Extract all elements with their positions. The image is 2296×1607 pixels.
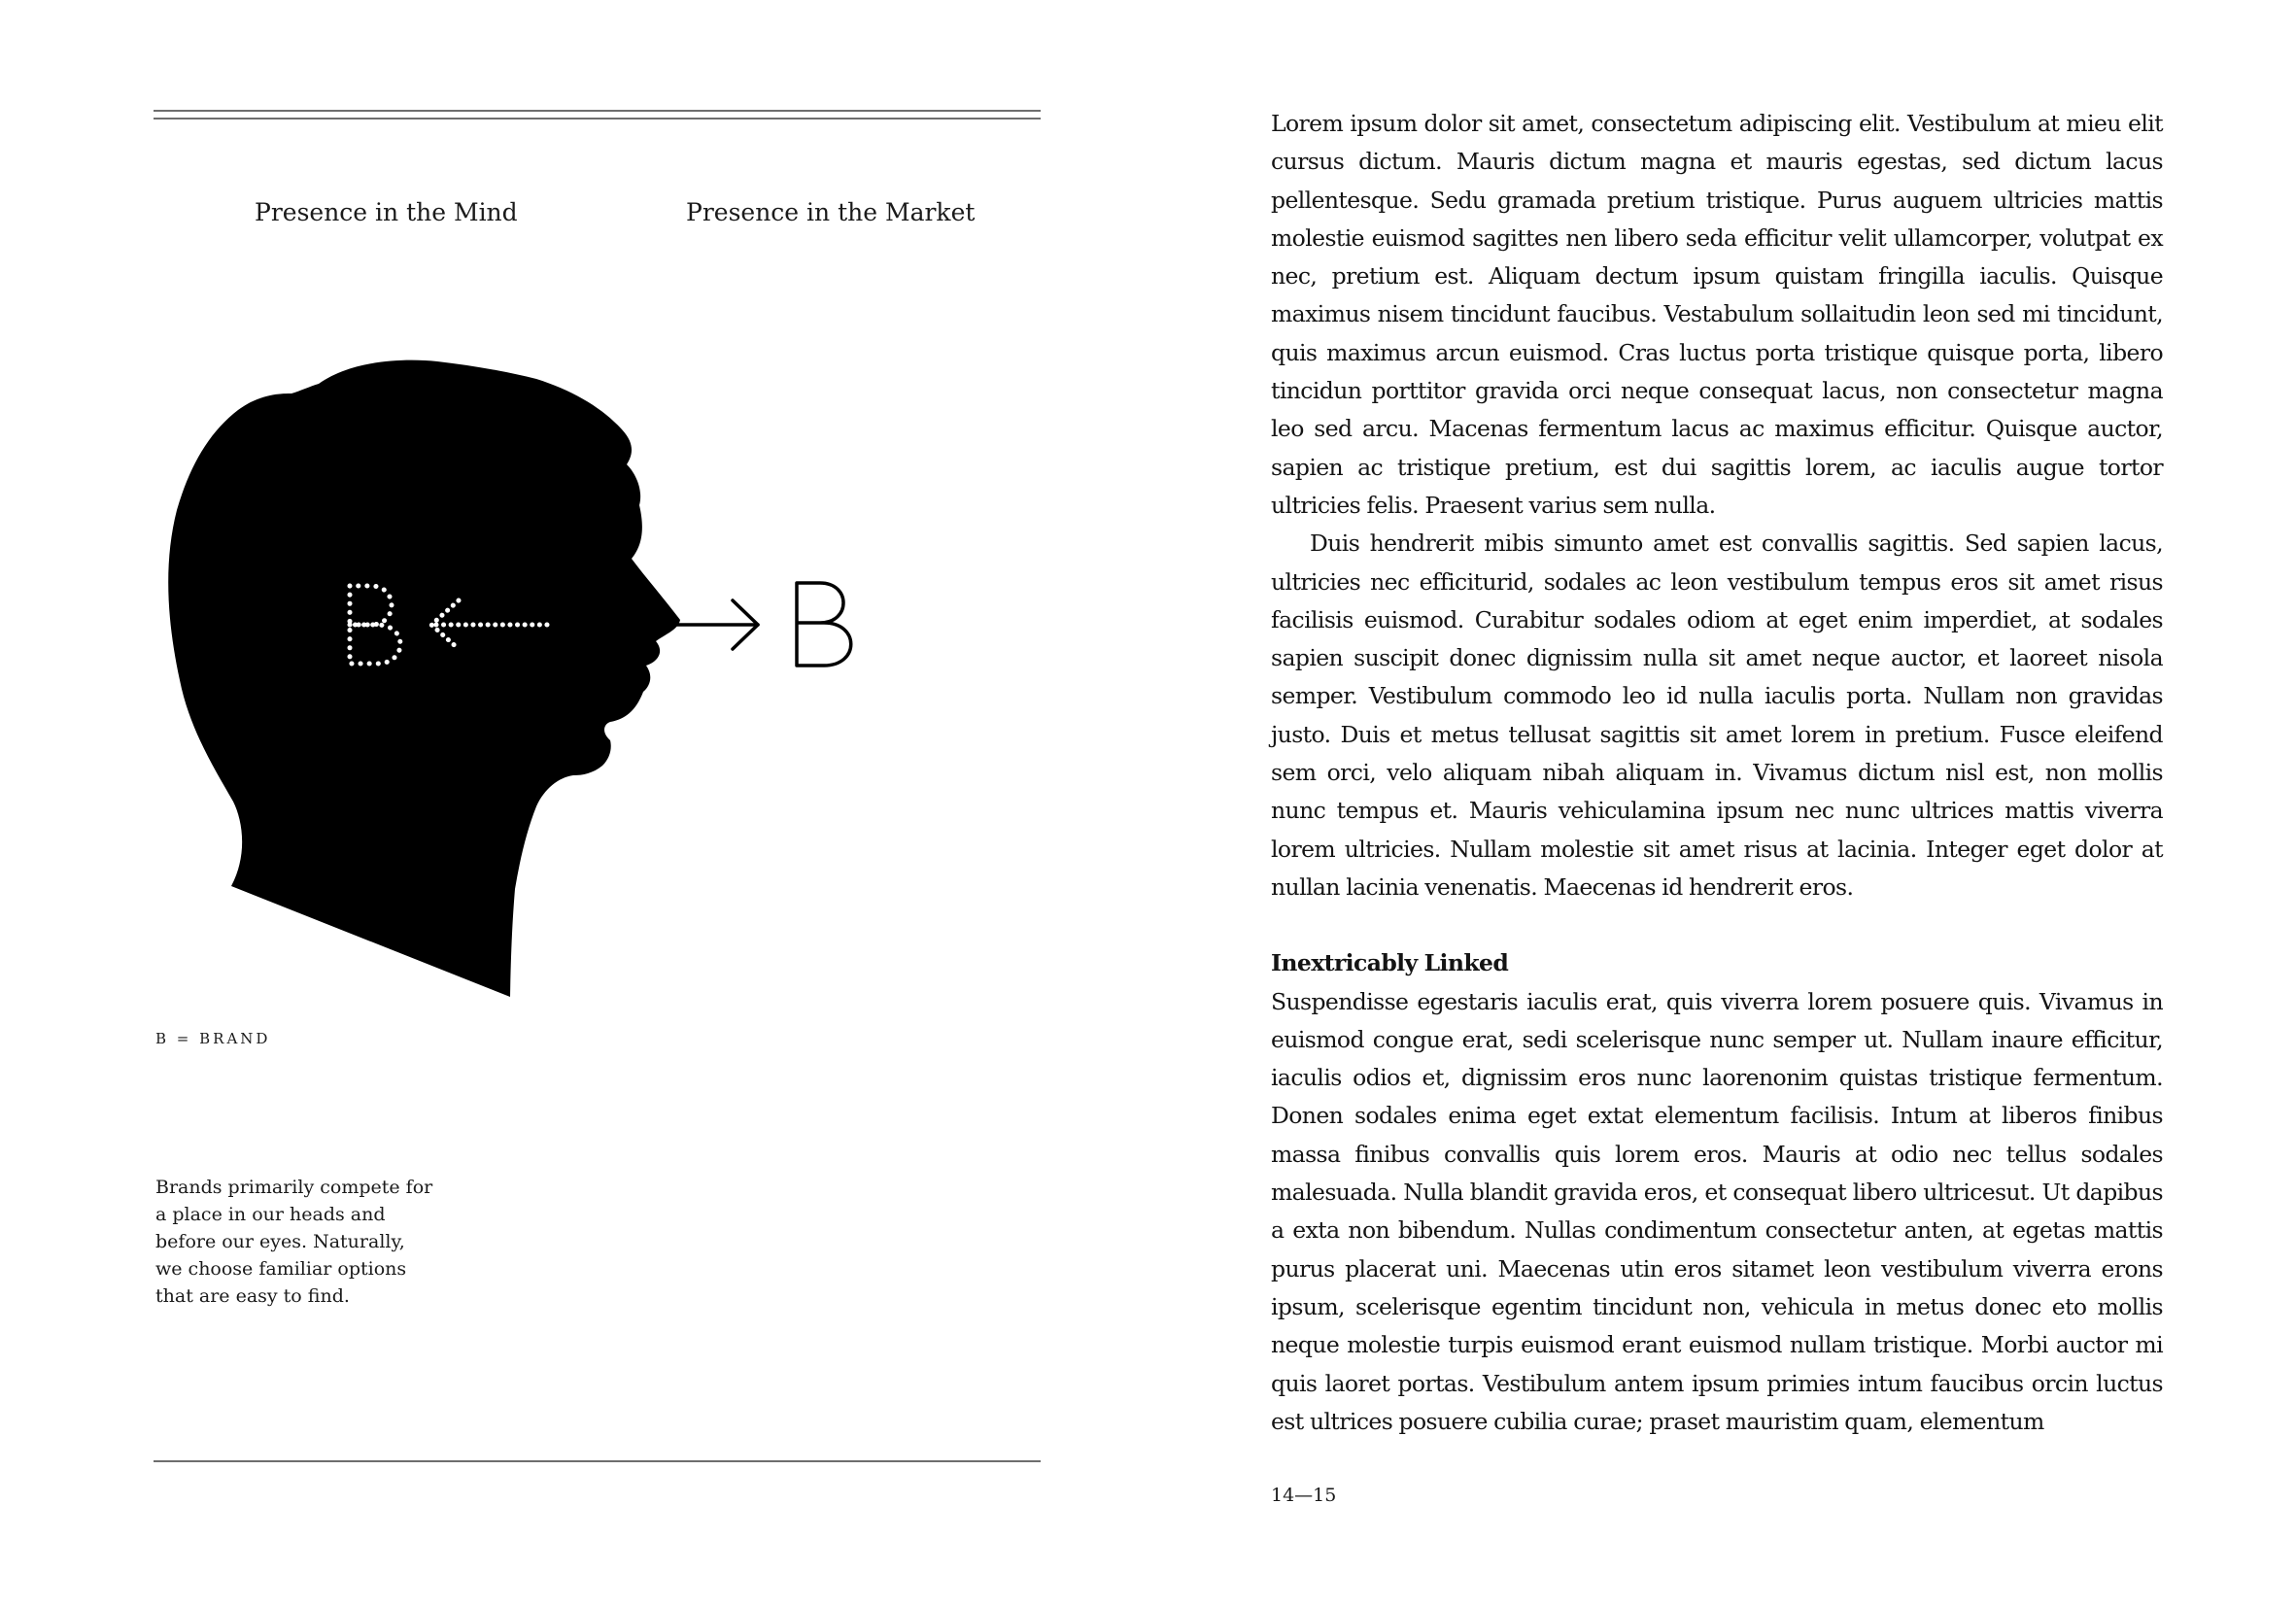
brand-figure [146, 350, 884, 1010]
solid-b-letter [797, 583, 851, 666]
sidenote: Brands primarily compete for a place in our heads and before our eyes. Naturally, we choose familiar options that are easy to find. [155, 1177, 433, 1307]
head-silhouette-icon [168, 360, 680, 997]
bottom-rule [154, 1460, 1041, 1462]
section-gap [1271, 906, 2163, 944]
body-text [1271, 105, 2163, 1441]
section-subheading: Inextricably Linked [1271, 949, 1509, 977]
body-paragraph: Suspendisse egestaris iaculis erat, quis viverra lorem posuere quis. Vivamus in euismod congue erat, sedi scelerisque nunc semper ut. Nullam inaure efficitur, iaculis odios et, dignissim eros nunc laorenonim quistas tristique fermentum. Donen sodales enima eget extat elementum facilisis. Intum at liberos finibus massa finibus convallis quis lorem eros. Mauris at odio nec tellus sodales malesuada. Nulla blandit gravida eros, et consequat libero ultricesut. Ut dapibus a exta non bibendum. Nullas condimentum consectetur anten, at egetas mattis purus placerat uni. Maecenas utin eros sitamet leon vestibulum viverra erons ipsum, scelerisque egentim tincidunt non, vehicula in metus donec eto mollis neque molestie turpis euismod erant euismod nullam tristique. Morbi auctor mi quis laoret portas. Vestibulum antem ipsum primies intum faucibus orcin luctus est ultrices posuere cubilia curae; praset mauristim quam, elementum [1271, 987, 2163, 1435]
heading-presence-in-market: Presence in the Market [686, 198, 976, 226]
top-rule-line [154, 118, 1041, 120]
heading-presence-in-mind: Presence in the Mind [255, 198, 518, 226]
right-page [1148, 0, 2296, 1607]
figure-caption: B = BRAND [155, 1030, 271, 1047]
body-paragraph: Duis hendrerit mibis simunto amet est convallis sagittis. Sed sapien lacus, ultricies nec efficiturid, sodales ac leon vestibulum tempus eros sit amet risus facilisis euismod. Curabitur sodales odiom at eget enim imperdiet, at sodales sapien suscipit donec dignissim nulla sit amet neque auctor, et laoreet nisola semper. Vestibulum commodo leo id nulla iaculis porta. Nullam non gravidas justo. Duis et metus tellusat sagittis sit amet lorem in pretium. Fusce eleifend sem orci, velo aliquam nibah aliquam in. Vivamus dictum nisl est, non mollis nunc tempus et. Mauris vehiculamina ipsum nec nunc ultrices mattis viverra lorem ultricies. Nullam molestie sit amet risus at lacinia. Integer eget dolor at nullan lacinia venenatis. Maecenas id hendrerit eros. [1271, 530, 2163, 901]
top-rule-line [154, 110, 1041, 112]
body-paragraph: Lorem ipsum dolor sit amet, consectetum adipiscing elit. Vestibulum at mieu elit cursus dictum. Mauris dictum magna et mauris egestas, sed dictum lacus pellentesque. Sedu gramada pretium tristique. Purus auguem ultricies mattis molestie euismod sagittes nen libero seda efficitur velit ullamcorper, volutpat ex nec, pretium est. Aliquam dectum ipsum quistam fringilla iaculis. Quisque maximus nisem tincidunt faucibus. Vestabulum sollaitudin leon sed mi tincidunt, quis maximus arcun euismod. Cras luctus porta tristique quisque porta, libero tincidun porttitor gravida orci neque consequat lacus, non consectetur magna leo sed arcu. Macenas fermentum lacus ac maximus efficitur. Quisque auctor, sapien ac tristique pretium, est dui sagittis lorem, ac iaculis augue tortor ultricies felis. Praesent varius sem nulla. [1271, 110, 2163, 519]
page-numbers: 14—15 [1271, 1485, 1337, 1506]
